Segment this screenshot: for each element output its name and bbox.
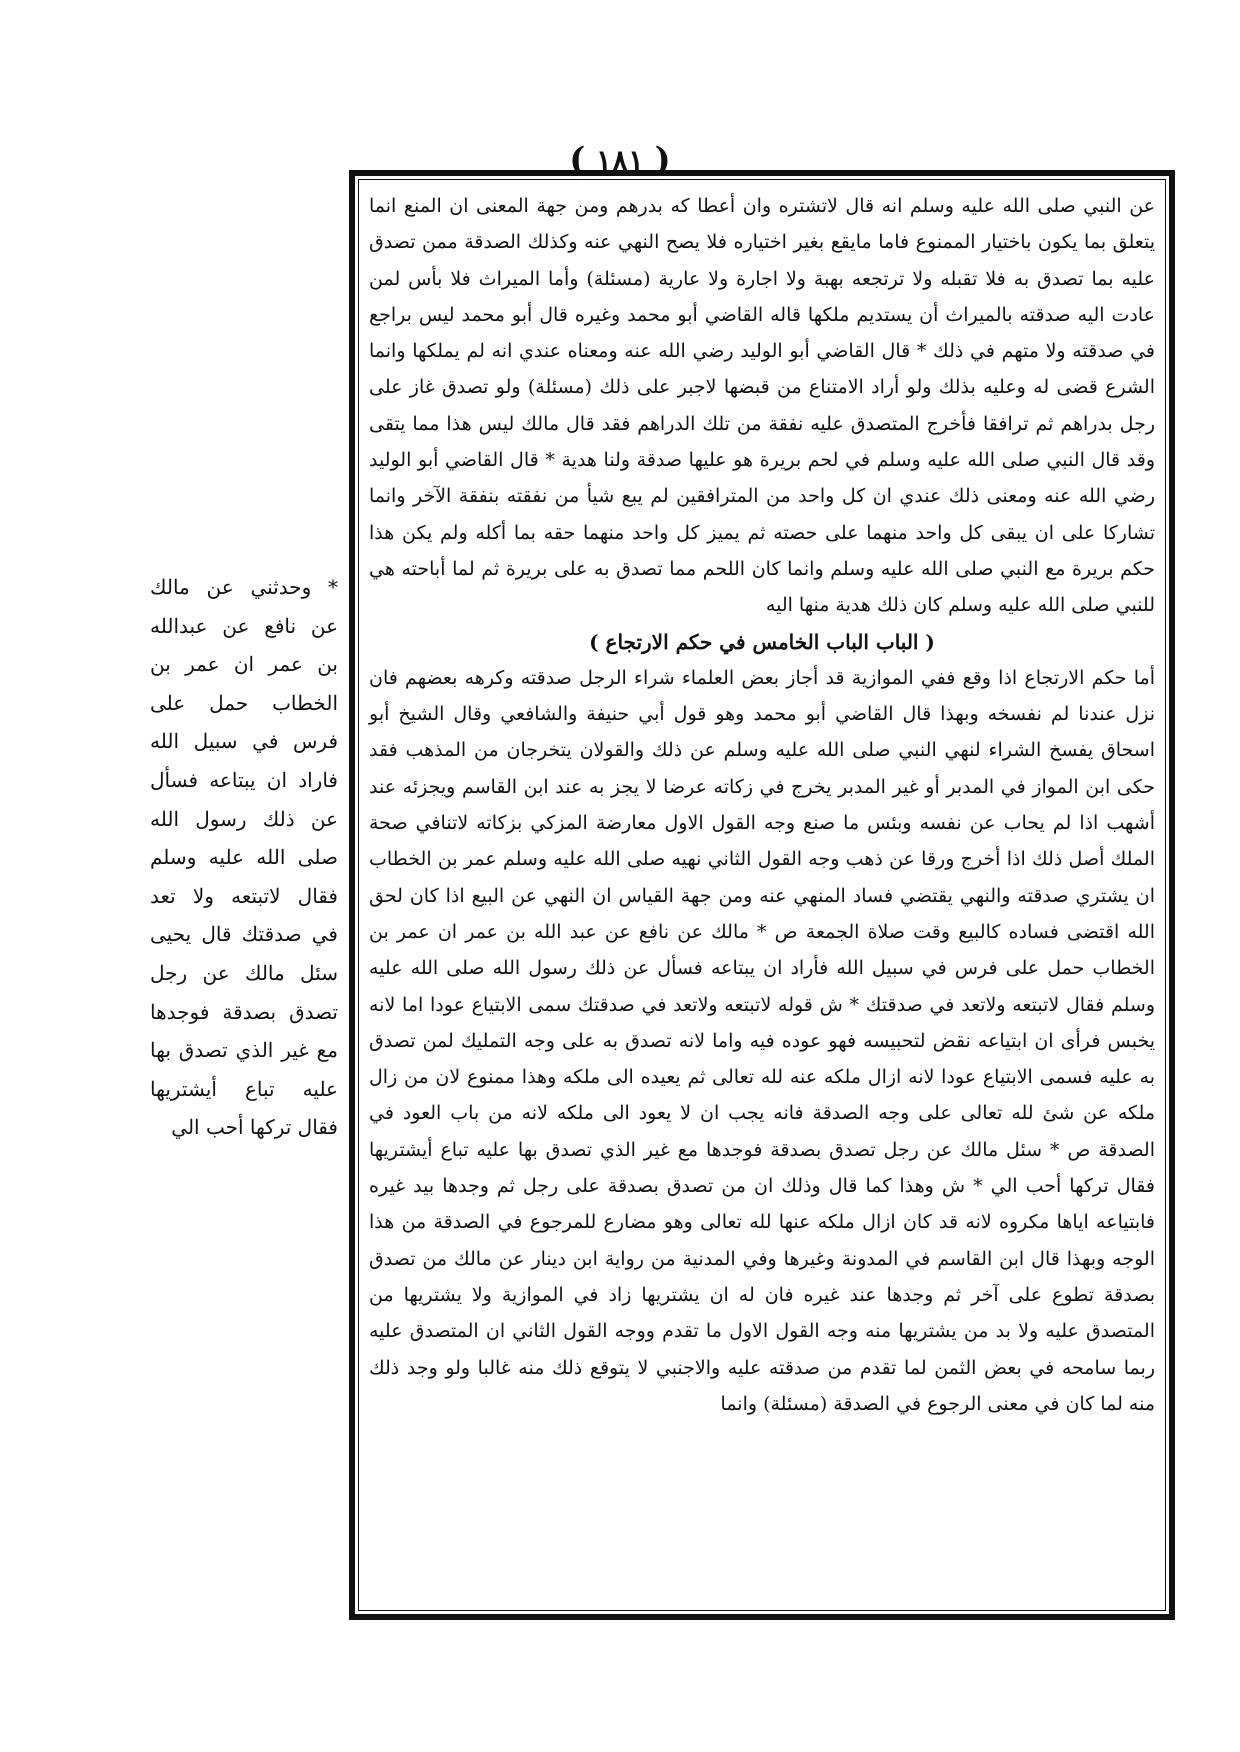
- margin-note: * وحدثني عن مالك عن نافع عن عبدالله بن عمر ان عمر بن الخطاب حمل على فرس في سبيل الله فاراد ان يبتاعه فسأل عن ذلك رسول الله صلى الله عليه وسلم فقال لاتبتعه ولا تعد في صدقتك قال يحيى سئل مالك عن رجل تصدق بصدقة فوجدها مع غير الذي تصدق بها عليه تباع أيشتريها فقال تركها أحب الي: [150, 575, 338, 1140]
- chapter-paragraph: أما حكم الارتجاع اذا وقع ففي الموازية قد أجاز بعض العلماء شراء الرجل صدقته وكرهه بعضهم فان نزل عندنا لم نفسخه وبهذا قال القاضي أبو محمد وهو قول أبي حنيفة والشافعي وقال الشيخ أبو اسحاق يفسخ الشراء لنهي النبي صلى الله عليه وسلم عن ذلك والقولان يتخرجان من المذهب فقد حكى ابن المواز في المدبر أو غير المدبر يخرج في زكاته عرضا لا يجز به عند ابن القاسم ويجزئه عند أشهب اذا لم يحاب عن نفسه وبئس ما صنع وجه القول الاول معارضة المزكي بزكاته لاتنافي صحة الملك أصل ذلك اذا أخرج ورقا عن ذهب وجه القول الثاني نهيه صلى الله عليه وسلم عمر بن الخطاب ان يشتري صدقته والنهي يقتضي فساد المنهي عنه ومن جهة القياس ان النهي عن البيع اذا كان لحق الله اقتضى فساده كالبيع وقت صلاة الجمعة ص * مالك عن نافع عن عبد الله بن عمر ان عمر بن الخطاب حمل على فرس في سبيل الله فأراد ان يبتاعه فسأل عن ذلك رسول الله صلى الله عليه وسلم فقال لاتبتعه ولاتعد في صدقتك * ش قوله لاتبتعه ولاتعد في صدقتك سمى الابتياع عودا اما لانه يخبس فرأى ان ابتياعه نقض لتحبيسه فهو عوده فيه واما لانه تصدق به على وجه التمليك لمن تصدق به عليه فسمى الابتياع عودا لانه ازال ملكه عنه لله تعالى ثم يعيده الى ملكه وهذا ممنوع لان من زال ملكه عن شئ لله تعالى على وجه الصدقة فانه يجب ان لا يعود الى ملكه لانه من باب العود في الصدقة ص * سئل مالك عن رجل تصدق بصدقة فوجدها مع غير الذي تصدق بها عليه تباع أيشتريها فقال تركها أحب الي * ش وهذا كما قال وذلك ان من تصدق بصدقة على رجل ثم وجدها بيد غيره فابتياعه اياها مكروه لانه قد كان ازال ملكه عنها لله تعالى وهو مضارع للمرجوع في الصدقة من هذا الوجه وبهذا قال ابن القاسم في المدونة وغيرها وفي المدنية من رواية ابن دينار عن مالك من تصدق بصدقة تطوع على آخر ثم وجدها عند غيره فان له ان يشتريها زاد في الموازية ولا يشتريها من المتصدق عليه ولا بد من يشتريها منه وجه القول الاول ما تقدم ووجه القول الثاني ان المتصدق عليه ربما سامحه في بعض الثمن لما تقدم من صدقته عليه والاجنبي لا يتوقع ذلك منه غالبا ولو وجد ذلك منه لما كان في معنى الرجوع في الصدقة (مسئلة) وانما: [369, 666, 1155, 1415]
- main-text-frame: [349, 170, 1175, 1620]
- main-text-frame-inner: [358, 179, 1166, 1611]
- chapter-heading: ( الباب الباب الخامس في حكم الارتجاع ): [589, 629, 935, 654]
- page-number-value: ١٨١: [595, 144, 645, 179]
- main-paragraph: عن النبي صلى الله عليه وسلم انه قال لاتشتره وان أعطا كه بدرهم ومن جهة المعنى ان المنع انما يتعلق بما يكون باختيار الممنوع فاما مايقع بغير اختياره فلا يصح النهي عنه وكذلك الصدقة ممن تصدق عليه بما تصدق به فلا تقبله ولا ترتجعه بهبة ولا اجارة ولا عارية (مسئلة) وأما الميراث فلا بأس لمن عادت اليه صدقته بالميراث أن يستديم ملكها قاله القاضي أبو محمد وغيره قال أبو محمد ليس براجع في صدقته ولا متهم في ذلك * قال القاضي أبو الوليد رضي الله عنه ومعناه عندي انه لم يملكها وانما الشرع قضى له وعليه بذلك ولو أراد الامتناع من قبضها لاجبر على ذلك (مسئلة) ولو تصدق غاز على رجل بدراهم ثم ترافقا فأخرج المتصدق عليه نفقة من تلك الدراهم فقد قال مالك ليس هذا مما يتقى وقد قال النبي صلى الله عليه وسلم في لحم بريرة هو عليها صدقة ولنا هدية * قال القاضي أبو الوليد رضي الله عنه ومعنى ذلك عندي ان كل واحد من المترافقين لم يبع شيأ من نفقته بنفقة الآخر وانما تشاركا على ان يبقى كل واحد منهما على حصته ثم يميز كل واحد منهما حقه بما أكله ولم يكن هذا حكم بريرة مع النبي صلى الله عليه وسلم وانما كان اللحم مما تصدق به على بريرة ثم لما أباحته هي للنبي صلى الله عليه وسلم كان ذلك هدية منها اليه: [369, 195, 1155, 617]
- page-number: ( ١٨١ ): [569, 140, 671, 180]
- main-text-body: [369, 188, 1155, 1422]
